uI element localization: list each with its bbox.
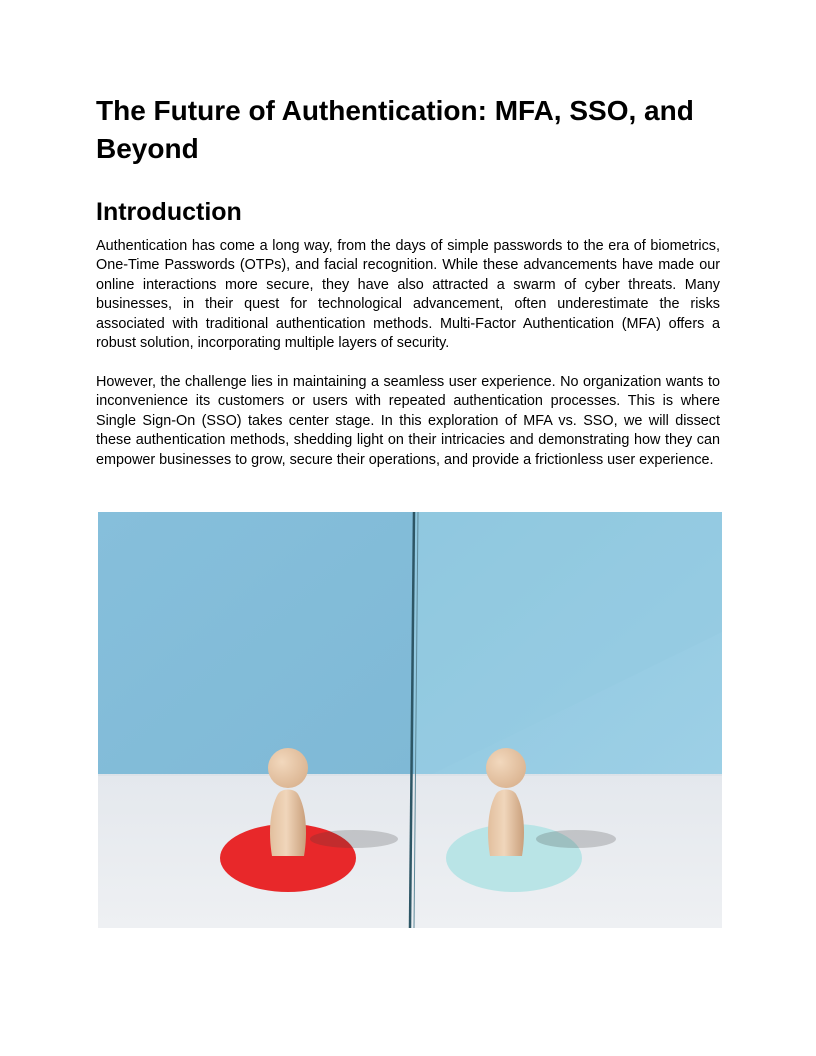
document-title: The Future of Authentication: MFA, SSO, and Beyond — [96, 95, 694, 164]
wooden-figure-left-head — [268, 748, 308, 788]
article-photo — [98, 512, 722, 928]
intro-paragraph-2: However, the challenge lies in maintaining a seamless user experience. No organization wants to inconvenience its customers or users with repeated authentication processes. This is where Single Sign-On (SSO) takes center stage. In this exploration of MFA vs. SSO, we will dissect these authentication methods, shedding light on their intricacies and demonstrating how they can empower businesses to grow, secure their operations, and provide a frictionless user experience. — [96, 374, 720, 468]
section-heading-introduction: Introduction — [96, 198, 242, 226]
document-page — [96, 92, 720, 468]
figure-shadow-left — [310, 830, 398, 848]
wooden-figure-left-body — [270, 790, 306, 857]
wooden-figure-right-head — [486, 748, 526, 788]
intro-paragraph-1: Authentication has come a long way, from the days of simple passwords to the era of biometrics, One-Time Passwords (OTPs), and facial recognition. While these advancements have made our online interactions more secure, they have also attracted a swarm of cyber threats. Many businesses, in their quest for technological advancement, often underestimate the risks associated with traditional authentication methods. Multi-Factor Authentication (MFA) offers a robust solution, incorporating multiple layers of security. — [96, 238, 720, 352]
wooden-figure-right-body — [488, 790, 524, 857]
figure-shadow-right — [536, 830, 616, 848]
wall-left — [98, 512, 414, 776]
wooden-figures-mirror-illustration — [98, 512, 722, 928]
